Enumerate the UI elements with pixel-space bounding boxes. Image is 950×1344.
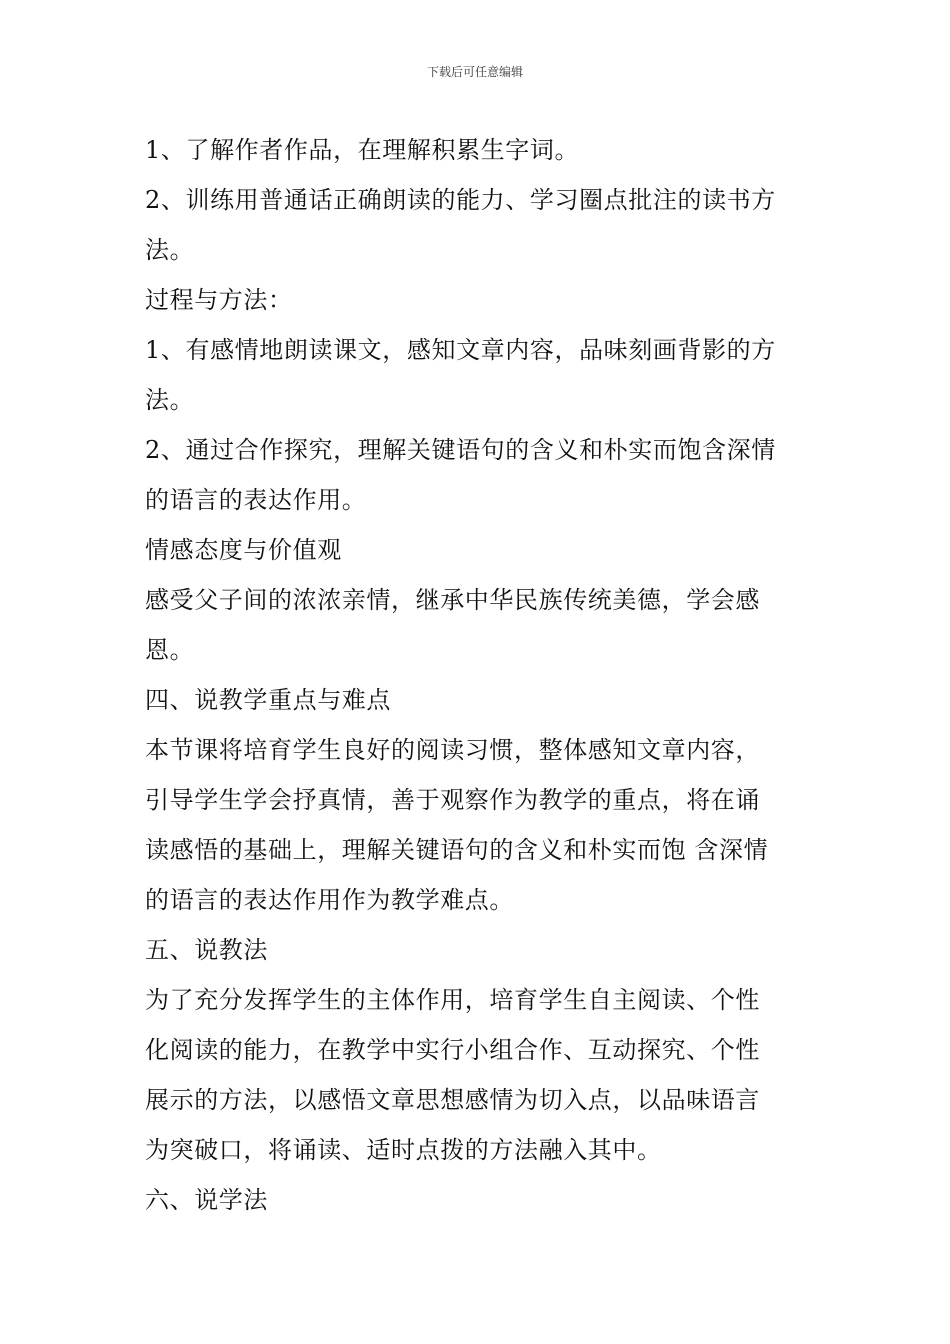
page-header: 下载后可任意编辑 [426, 65, 523, 79]
text-line: 引导学生学会抒真情，善于观察作为教学的重点，将在诵 [145, 786, 760, 814]
text-line: 的语言的表达作用作为教学难点。 [145, 886, 514, 914]
document-body [145, 125, 815, 1225]
text-line: 法。 [145, 236, 195, 264]
text-line: 读感悟的基础上，理解关键语句的含义和朴实而饱 含深情 [145, 836, 769, 864]
text-line: 1、了解作者作品，在理解积累生字词。 [145, 136, 580, 164]
section-heading: 五、说教法 [145, 936, 268, 964]
text-line: 展示的方法，以感悟文章思想感情为切入点，以品味语言 [145, 1086, 760, 1114]
section-heading: 过程与方法： [145, 286, 293, 314]
text-line: 为突破口，将诵读、适时点拨的方法融入其中。 [145, 1136, 662, 1164]
section-heading: 情感态度与价值观 [145, 536, 342, 564]
section-heading: 四、说教学重点与难点 [145, 686, 391, 714]
text-line: 感受父子间的浓浓亲情，继承中华民族传统美德，学会感 [145, 586, 760, 614]
text-line: 为了充分发挥学生的主体作用，培育学生自主阅读、个性 [145, 986, 760, 1014]
section-heading: 六、说学法 [145, 1186, 268, 1214]
text-line: 法。 [145, 386, 195, 414]
text-line: 恩。 [145, 636, 195, 664]
text-line: 1、有感情地朗读课文，感知文章内容，品味刻画背影的方 [145, 336, 776, 364]
text-line: 2、训练用普通话正确朗读的能力、学习圈点批注的读书方 [145, 186, 776, 214]
text-line: 的语言的表达作用。 [145, 486, 367, 514]
text-line: 2、通过合作探究，理解关键语句的含义和朴实而饱含深情 [145, 436, 776, 464]
text-line: 本节课将培育学生良好的阅读习惯，整体感知文章内容， [145, 736, 760, 764]
text-line: 化阅读的能力，在教学中实行小组合作、互动探究、个性 [145, 1036, 760, 1064]
